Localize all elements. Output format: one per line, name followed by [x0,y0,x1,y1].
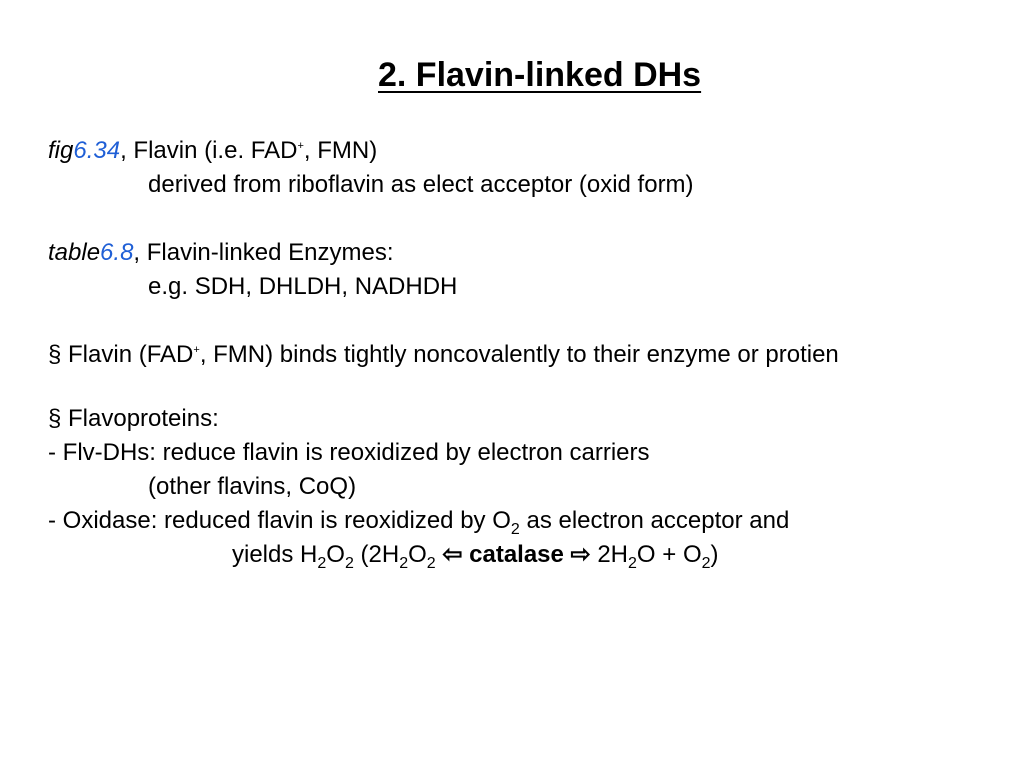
yields-line [232,540,719,570]
yields-sub-1: 2 [317,555,327,572]
flv-dh-item: - Flv-DHs: reduce flavin is reoxidized by electron carriers [48,439,650,466]
table-label: table [48,239,101,266]
table-detail-line: e.g. SDH, DHLDH, NADHDH [148,273,458,300]
fig-detail-line: derived from riboflavin as elect acceptor (oxid form) [148,171,694,198]
flv-dh-detail: (other flavins, CoQ) [148,473,357,500]
table-reference-line [48,238,394,268]
yields-sub-2: 2 [344,555,354,572]
binding-text-a: § Flavin (FAD [48,341,194,368]
yields-text-7: ) [710,541,719,568]
yields-sub-4: 2 [426,555,436,572]
yields-text-6: O + O [636,541,702,568]
yields-text-4: O [408,541,427,568]
binding-bullet [48,340,839,370]
right-arrow-icon: ⇨ [570,541,591,568]
table-text: , Flavin-linked Enzymes: [133,239,394,266]
flavoproteins-heading: § Flavoproteins: [48,405,219,432]
fig-number: 6.34 [73,137,121,164]
yields-text-1: yields H [232,541,318,568]
yields-sub-3: 2 [399,555,409,572]
fig-reference-line [48,136,377,166]
slide-title: 2. Flavin-linked DHs [378,56,702,94]
binding-text-b: , FMN) binds tightly noncovalently to their enzyme or protien [199,341,839,368]
yields-text-3: (2H [353,541,400,568]
oxidase-text-b: as electron acceptor and [519,507,790,534]
oxidase-item [48,506,789,536]
fig-text-b: , FMN) [303,137,378,164]
catalase-label: catalase [469,541,564,568]
fig-text-a: , Flavin (i.e. FAD [120,137,298,164]
fad-plus-sup: + [297,140,304,152]
left-arrow-icon: ⇦ [442,541,463,568]
yields-sub-5: 2 [628,555,637,572]
fig-label: fig [48,137,74,164]
table-number: 6.8 [100,239,134,266]
binding-plus-sup: + [193,344,200,356]
yields-sub-6: 2 [701,555,711,572]
yields-text-2: O [326,541,345,568]
oxidase-text-a: - Oxidase: reduced flavin is reoxidized by O [48,507,511,534]
o2-subscript: 2 [510,521,520,538]
yields-text-5: 2H [597,541,629,568]
